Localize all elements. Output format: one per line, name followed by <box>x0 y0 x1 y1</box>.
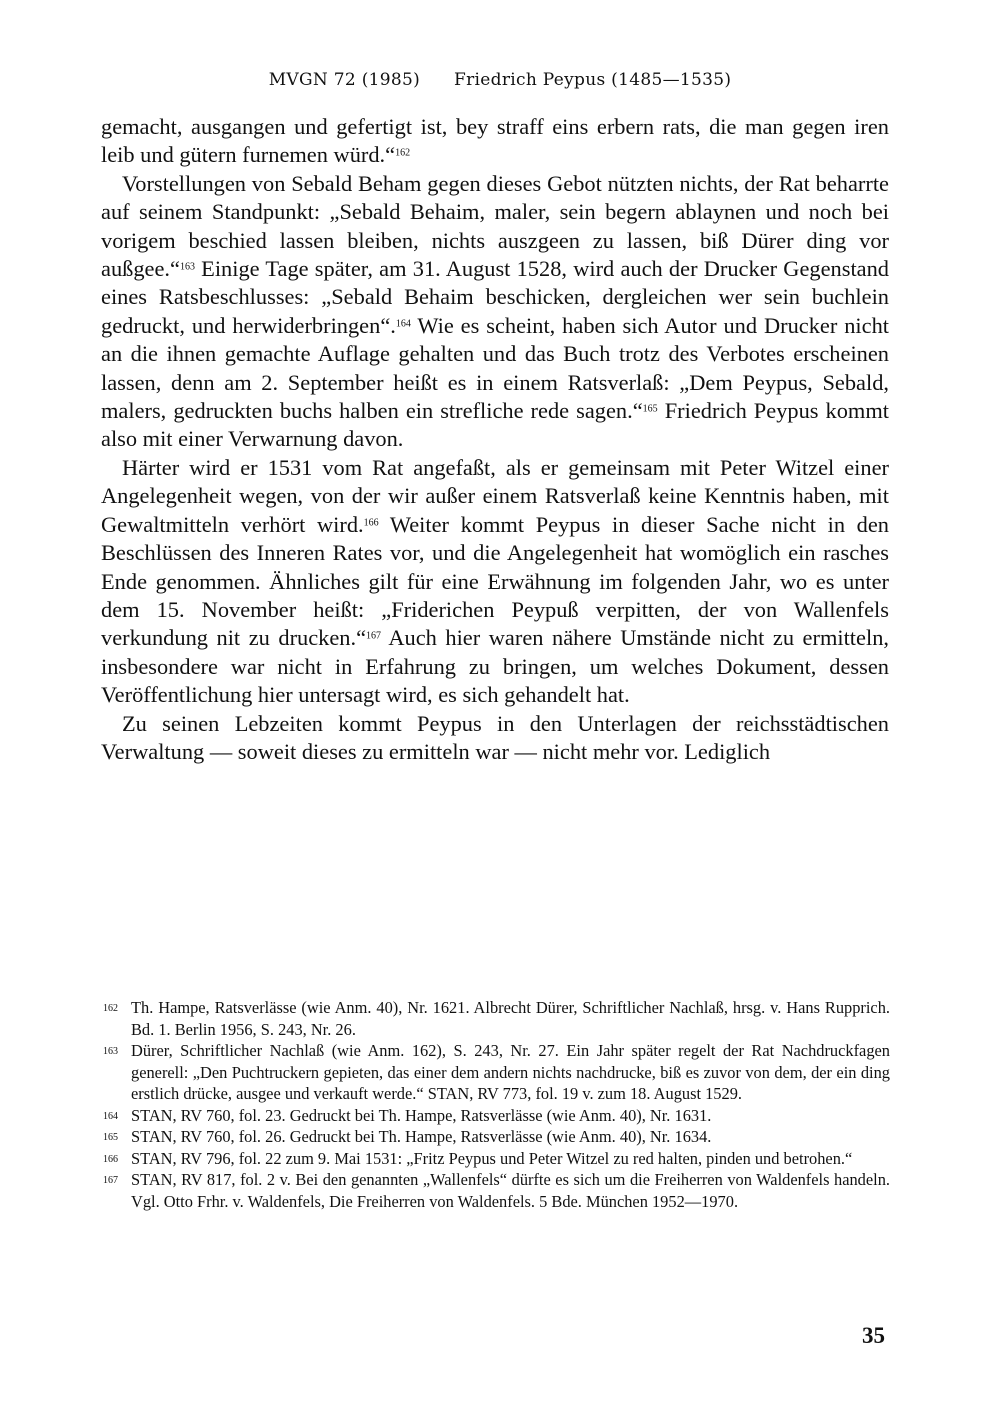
main-text <box>101 113 889 766</box>
footnotes <box>101 997 890 1212</box>
page-number: 35 <box>862 1323 885 1348</box>
paragraph-text: gemacht, ausgangen und gefertigt ist, bey straff eins erbern rats, die man gegen iren leib und gütern furnemen würd.“ <box>101 114 889 168</box>
paragraph-text: Wie es scheint, haben sich Autor und Drucker nicht an die ihnen gemachte Auflage gehalten und das Buch trotz des Verbotes erscheinen lassen, denn am 2. September heißt es in einem Ratsverlaß: „Dem Peypus, Sebald, malers, gedruckten buchs halben ein strefliche rede sagen.“ <box>101 312 890 424</box>
footnote-text: STAN, RV 817, fol. 2 v. Bei den genannten „Wallenfels“ dürfte es sich um die Freiherren von Waldenfels handeln. Vgl. Otto Frhr. v. Waldenfels, Die Freiherren von Waldenfels. 5 Bde. München 1952—1970. <box>131 1170 890 1211</box>
footnote-number: 162 <box>103 1003 118 1014</box>
footnote-ref: 167 <box>366 630 382 642</box>
footnote-text: STAN, RV 760, fol. 26. Gedruckt bei Th. Hampe, Ratsverlässe (wie Anm. 40), Nr. 1634. <box>131 1127 712 1146</box>
paragraph <box>101 454 889 710</box>
paragraph-text: Friedrich Peypus kommt also mit einer Verwarnung davon. <box>101 398 889 452</box>
footnote-ref: 162 <box>395 147 411 159</box>
article-title: Friedrich Peypus (1485—1535) <box>454 70 732 90</box>
footnote-number: 165 <box>103 1132 118 1143</box>
footnote-ref: 165 <box>642 403 658 415</box>
footnote-text: STAN, RV 796, fol. 22 zum 9. Mai 1531: „Fritz Peypus und Peter Witzel zu red halten, pinden und betrohen.“ <box>131 1148 853 1168</box>
footnote-number: 164 <box>103 1110 118 1122</box>
paragraph-text: Härter wird er 1531 vom Rat angefaßt, als er gemeinsam mit Peter Witzel einer Angelegenheit wegen, von der wir außer einem Ratsverlaß keine Kenntnis haben, mit Gewaltmitteln verhört wird. <box>101 454 889 537</box>
paragraph <box>101 710 889 767</box>
footnote <box>101 997 890 1040</box>
footnote-text: Th. Hampe, Ratsverlässe (wie Anm. 40), Nr. 1621. Albrecht Dürer, Schriftlicher Nachlaß, hrsg. v. Hans Rupprich. Bd. 1. Berlin 1956, S. 243, Nr. 26. <box>131 998 890 1039</box>
paragraph-text: Vorstellungen von Sebald Beham gegen dieses Gebot nützten nichts, der Rat beharrte auf seinem Standpunkt: „Sebald Behaim, maler, sein begern ablaynen und noch bei vorigem beschied lassen bleiben, nichts auszgeen zu lassen, biß Dürer ding vor außgee.“ <box>101 170 889 282</box>
journal-reference: MVGN 72 (1985) <box>268 70 421 90</box>
footnote-ref: 163 <box>179 261 195 273</box>
footnote-ref: 164 <box>395 318 411 330</box>
footnote <box>101 1040 890 1105</box>
paragraph <box>101 170 889 454</box>
footnote <box>101 1126 890 1148</box>
footnote-number: 163 <box>103 1046 118 1057</box>
footnote-number: 167 <box>103 1175 118 1186</box>
paragraph-text: Weiter kommt Peypus in dieser Sache nicht in den Beschlüssen des Inneren Rates vor, und die Angelegenheit hat womöglich ein rasches Ende genommen. Ähnliches gilt für eine Erwähnung im folgenden Jahr, wo es unter dem 15. November heißt: „Friderichen Peypuß verpitten, der von Wallenfels verkundung nit zu drucken.“ <box>101 511 890 651</box>
paragraph-text: Einige Tage später, am 31. August 1528, wird auch der Drucker Gegenstand eines Ratsbeschlusses: „Sebald Behaim beschicken, dergleichen wer sein buchlein gedruckt, und herwiderbringen“. <box>101 256 889 338</box>
footnote-text: STAN, RV 760, fol. 23. Gedruckt bei Th. Hampe, Ratsverlässe (wie Anm. 40), Nr. 1631. <box>131 1105 712 1125</box>
paragraph <box>101 113 889 170</box>
footnote-ref: 166 <box>363 517 379 529</box>
paragraph-text: Auch hier waren nähere Umstände nicht zu ermitteln, insbesondere war nicht in Erfahrung zu bringen, um welches Dokument, dessen Veröffentlichung hier untersagt wird, es sich gehandelt hat. <box>101 625 889 708</box>
footnote <box>101 1148 890 1170</box>
footnote-number: 166 <box>103 1153 118 1165</box>
footnote <box>101 1169 890 1212</box>
running-head <box>0 70 1000 90</box>
footnote <box>101 1105 890 1127</box>
footnote-text: Dürer, Schriftlicher Nachlaß (wie Anm. 162), S. 243, Nr. 27. Ein Jahr später regelt der Rat Nachdruckfagen generell: „Den Puchtruckern gepieten, das einer dem andern nichts nachdrucke, biß es zuvor von dem, der ein ding erstlich drücke, ausgee und verkauft werde.“ STAN, RV 773, fol. 19 v. zum 18. August 1529. <box>131 1041 890 1103</box>
paragraph-text: Zu seinen Lebzeiten kommt Peypus in den Unterlagen der reichsstädtischen Verwaltung — soweit dieses zu ermitteln war — nicht mehr vor. Lediglich <box>101 710 889 764</box>
